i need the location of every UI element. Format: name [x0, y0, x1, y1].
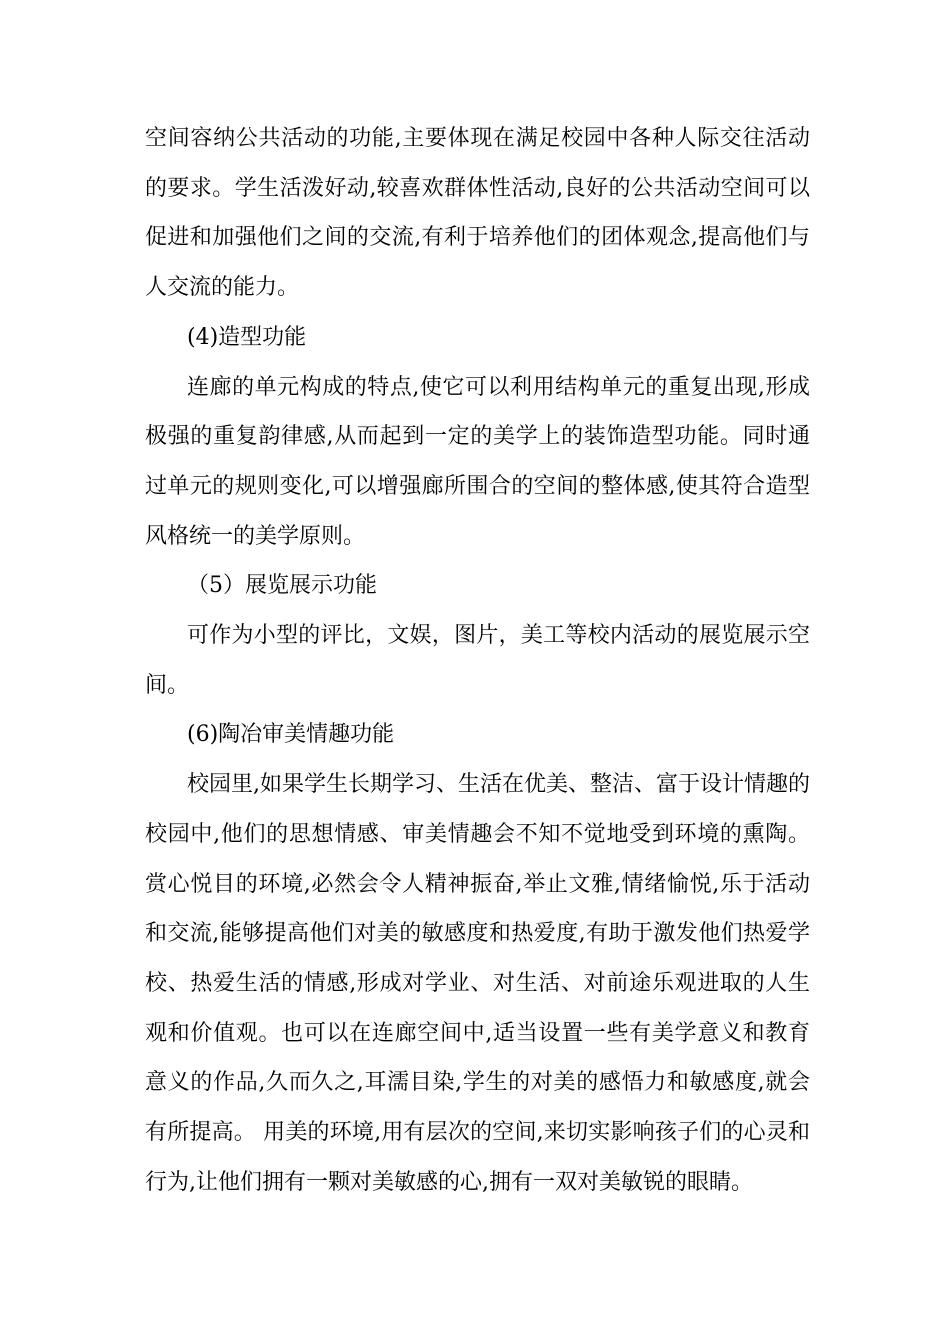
document-body	[145, 114, 810, 1207]
paragraph-modeling-function: 连廊的单元构成的特点,使它可以利用结构单元的重复出现,形成极强的重复韵律感,从而起到一定的美学上的装饰造型功能。同时通过单元的规则变化,可以增强廊所围合的空间的整体感,使其符合造型风格统一的美学原则。	[145, 374, 810, 549]
heading-modeling-function: (4)造型功能	[187, 324, 307, 350]
paragraph-public-activity: 空间容纳公共活动的功能,主要体现在满足校园中各种人际交往活动的要求。学生活泼好动,较喜欢群体性活动,良好的公共活动空间可以促进和加强他们之间的交流,有利于培养他们的团体观念,提高他们与人交流的能力。	[145, 126, 810, 301]
heading-aesthetic-function: (6)陶冶审美情趣功能	[187, 722, 395, 748]
paragraph-exhibition-function: 可作为小型的评比，文娱，图片，美工等校内活动的展览展示空间。	[145, 623, 810, 698]
heading-exhibition-function: （5）展览展示功能	[187, 573, 377, 599]
paragraph-aesthetic-function: 校园里,如果学生长期学习、生活在优美、整洁、富于设计情趣的校园中,他们的思想情感、审美情趣会不知不觉地受到环境的熏陶。赏心悦目的环境,必然会令人精神振奋,举止文雅,情绪愉悦,乐于活动和交流,能够提高他们对美的敏感度和热爱度,有助于激发他们热爱学校、热爱生活的情感,形成对学业、对生活、对前途乐观进取的人生观和价值观。也可以在连廊空间中,适当设置一些有美学意义和教育意义的作品,久而久之,耳濡目染,学生的对美的感悟力和敏感度,就会有所提高。 用美的环境,用有层次的空间,来切实影响孩子们的心灵和行为,让他们拥有一颗对美敏感的心,拥有一双对美敏锐的眼睛。	[145, 772, 810, 1195]
